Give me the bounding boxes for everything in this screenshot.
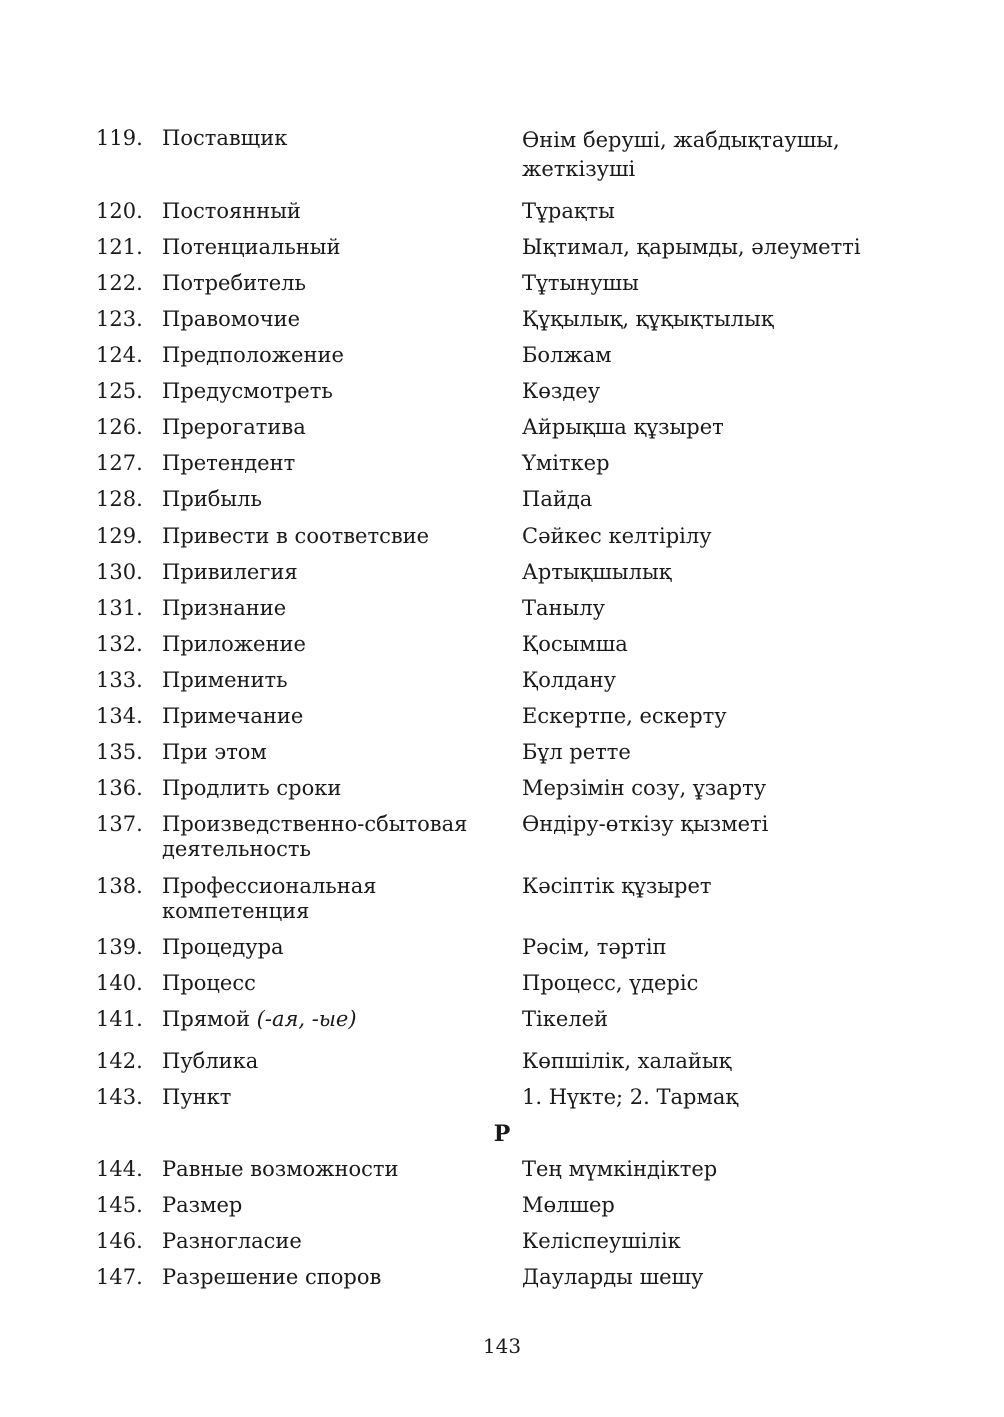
russian-term-text: Прерогатива [162,415,306,439]
entry-number: 130. [96,560,143,584]
russian-term-text: Профессиональная компетенция [162,874,377,923]
entry-number: 137. [96,812,143,836]
russian-term [162,487,507,512]
entry-number: 145. [96,1193,143,1217]
russian-term [162,524,507,549]
russian-term [162,971,507,996]
entry-number: 127. [96,451,143,475]
entry-number: 143. [96,1085,143,1109]
russian-term [162,1007,507,1032]
russian-term-text: Процедура [162,935,284,959]
russian-term-text: Потенциальный [162,235,341,259]
kazakh-translation: Болжам [522,343,612,367]
entry-number: 129. [96,524,143,548]
kazakh-translation: Танылу [522,596,605,620]
russian-term-text: Приложение [162,632,306,656]
kazakh-translation: Тұрақты [522,199,615,223]
russian-term [162,668,507,693]
russian-term [162,199,507,224]
russian-term-text: Поставщик [162,126,288,150]
kazakh-translation: Дауларды шешу [522,1265,704,1289]
russian-term [162,596,507,621]
entry-number: 136. [96,776,143,800]
russian-term-text: Привилегия [162,560,298,584]
entry-number: 124. [96,343,143,367]
entry-number: 134. [96,704,143,728]
russian-term [162,812,492,862]
entry-number: 146. [96,1229,143,1253]
russian-term [162,271,507,296]
russian-term-text: Публика [162,1049,259,1073]
entry-number: 139. [96,935,143,959]
russian-term [162,704,507,729]
entry-number: 135. [96,740,143,764]
kazakh-translation: Келіспеушілік [522,1229,681,1253]
kazakh-translation: Мөлшер [522,1193,615,1217]
russian-term [162,874,402,924]
kazakh-translation: Үміткер [522,451,610,475]
russian-term-text: Процесс [162,971,256,995]
russian-term [162,307,507,332]
russian-term [162,1157,507,1182]
entry-number: 123. [96,307,143,331]
russian-term-text: Пункт [162,1085,232,1109]
kazakh-translation: Мерзімін созу, ұзарту [522,776,767,800]
russian-term-text: Признание [162,596,287,620]
kazakh-translation: Артықшылық [522,560,672,584]
russian-term-text: Предусмотреть [162,379,333,403]
russian-term-text: Прямой [162,1007,250,1031]
russian-term [162,1049,507,1074]
russian-term [162,235,507,260]
kazakh-translation: Тең мүмкіндіктер [522,1157,718,1181]
entry-number: 120. [96,199,143,223]
kazakh-translation: Тұтынушы [522,271,639,295]
kazakh-translation: Бұл ретте [522,740,631,764]
russian-term-text: Разрешение споров [162,1265,382,1289]
kazakh-translation: Процесс, үдеріс [522,971,699,995]
entry-number: 125. [96,379,143,403]
russian-term-text: Размер [162,1193,243,1217]
entry-number: 138. [96,874,143,898]
russian-term-text: Привести в соответсвие [162,524,430,548]
russian-term-text: Равные возможности [162,1157,399,1181]
russian-term [162,126,507,151]
kazakh-translation: Құқылық, құқықтылық [522,307,774,331]
russian-term-text: Предположение [162,343,344,367]
entry-number: 121. [96,235,143,259]
russian-term [162,1085,507,1110]
entry-number: 126. [96,415,143,439]
page-number: 143 [482,1334,522,1358]
russian-term-note: (-ая, -ые) [256,1007,357,1031]
kazakh-translation: Ескертпе, ескерту [522,704,727,728]
kazakh-translation: Өнім беруші, жабдықтаушы, жеткізуші [522,128,840,181]
entry-number: 142. [96,1049,143,1073]
section-letter-heading: Р [493,1121,511,1147]
russian-term-text: Претендент [162,451,296,475]
entry-number: 140. [96,971,143,995]
russian-term [162,379,507,404]
kazakh-translation: Көздеу [522,379,601,403]
russian-term-text: Продлить сроки [162,776,342,800]
kazakh-translation: Өндіру-өткізу қызметі [522,812,769,836]
russian-term-text: Прибыль [162,487,262,511]
entry-number: 128. [96,487,143,511]
kazakh-translation: 1. Нүкте; 2. Тармақ [522,1085,739,1109]
entry-number: 144. [96,1157,143,1181]
russian-term [162,1265,507,1290]
entry-number: 131. [96,596,143,620]
russian-term [162,1229,507,1254]
kazakh-translation: Рәсім, тәртіп [522,935,667,959]
kazakh-translation: Тікелей [522,1007,609,1031]
russian-term-text: Постоянный [162,199,301,223]
russian-term [162,740,507,765]
kazakh-translation: Сәйкес келтірілу [522,524,712,548]
russian-term [162,1193,507,1218]
entry-number: 141. [96,1007,143,1031]
kazakh-translation: Ықтимал, қарымды, әлеуметті [522,235,861,259]
russian-term [162,560,507,585]
russian-term [162,935,507,960]
entry-number: 133. [96,668,143,692]
kazakh-translation: Пайда [522,487,593,511]
entry-number: 119. [96,126,143,150]
russian-term [162,451,507,476]
russian-term-text: Правомочие [162,307,301,331]
kazakh-translation: Айрықша құзырет [522,415,724,439]
russian-term [162,415,507,440]
entry-number: 122. [96,271,143,295]
russian-term-text: Применить [162,668,288,692]
russian-term-text: Произведственно-сбытовая деятельность [162,812,468,861]
kazakh-translation: Көпшілік, халайық [522,1049,732,1073]
russian-term [162,776,507,801]
entry-number: 147. [96,1265,143,1289]
kazakh-translation: Кәсіптік құзырет [522,874,712,898]
kazakh-translation: Қолдану [522,668,617,692]
russian-term [162,632,507,657]
kazakh-translation: Қосымша [522,632,628,656]
russian-term-text: Разногласие [162,1229,302,1253]
russian-term-text: Потребитель [162,271,306,295]
russian-term [162,343,507,368]
entry-number: 132. [96,632,143,656]
russian-term-text: Примечание [162,704,304,728]
russian-term-text: При этом [162,740,267,764]
